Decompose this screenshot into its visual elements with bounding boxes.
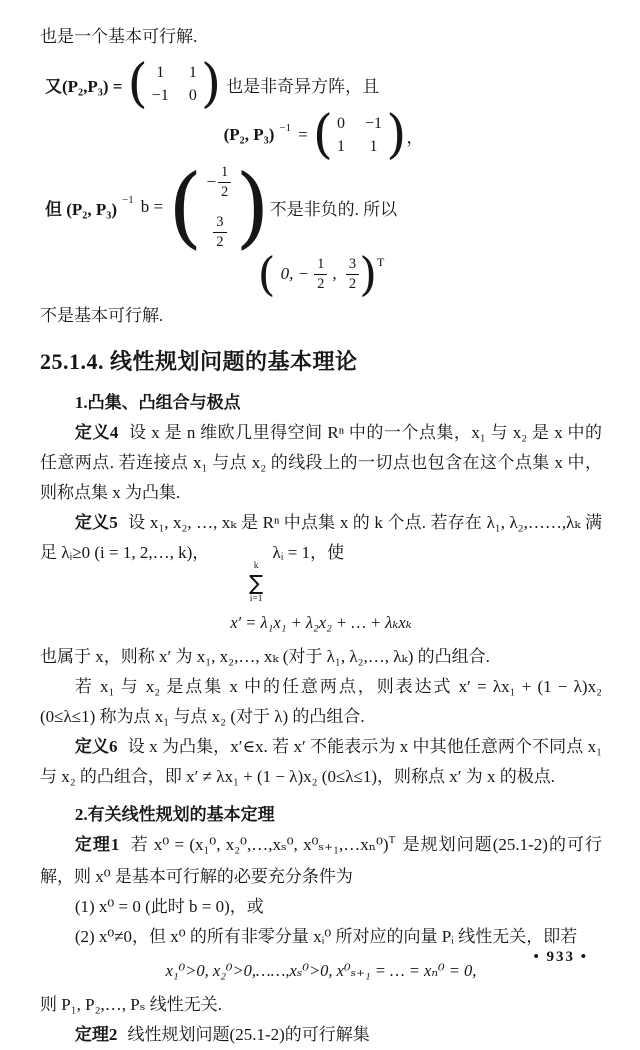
left-paren-icon: ( (168, 155, 203, 259)
right-paren-icon: ) (359, 247, 378, 302)
eq3-pre: 但 (P₂, P₃) (45, 199, 118, 219)
eq2-equals: = (298, 125, 308, 144)
theorem-1 (40, 830, 602, 892)
equation-inverse-matrix (40, 105, 602, 165)
eq2-base: (P₂, P₃) (223, 125, 275, 144)
matrix-cell: 1 (369, 138, 378, 155)
left-paren-icon: ( (257, 247, 276, 302)
condition-1: (1) x⁰ = 0 (此时 b = 0)，或 (74, 897, 264, 917)
subsection-2-title: 2.有关线性规划的基本定理 (74, 805, 275, 825)
summation-symbol (214, 562, 263, 604)
eq3-vector (168, 155, 270, 259)
sum-lower-limit: i=1 (249, 593, 263, 604)
fraction (218, 163, 231, 202)
definition-6-label: 定义6 (74, 737, 118, 757)
eq3-post: b = (140, 197, 164, 217)
definition-5-label: 定义5 (74, 513, 118, 533)
subsection-1-title: 1.凸集、凸组合与极点 (74, 393, 241, 413)
fraction-numerator: 1 (218, 163, 231, 183)
left-paren-icon: ( (312, 105, 334, 165)
fraction-denominator: 2 (216, 233, 224, 250)
theorem-1-body-post: 是规划问题(25.1-2)的可行解，则 x⁰ 是基本可行解的必要充分条件为 (40, 835, 602, 887)
eq4-separator: , (332, 264, 341, 284)
eq2-exponent: −1 (279, 122, 292, 134)
two-point-convex-combination: 若 x₁ 与 x₂ 是点集 x 中的任意两点，则表达式 x′ = λx₁ + (1 − λ)x₂ (0≤λ≤1) 称为点 x₁ 与点 x₂ (对于 λ) 的凸组合. (40, 677, 602, 727)
fraction (346, 255, 359, 294)
fraction (314, 255, 327, 294)
intro-line-bottom: 不是基本可行解. (40, 306, 164, 326)
matrix-cell: 0 (188, 87, 197, 104)
fraction-denominator: 2 (221, 183, 229, 200)
fraction-denominator: 2 (348, 275, 357, 292)
vector-entry (211, 213, 226, 252)
theorem-1-label: 定理1 (74, 835, 120, 855)
theorem-1-body-pre: 若 x⁰ = (x₁⁰, x₂⁰,…,xₛ⁰, x⁰ₛ₊₁,…xₙ⁰) (129, 835, 389, 855)
eq1-matrix (127, 54, 222, 114)
definition-5-body2: λᵢ = 1，使 (268, 543, 345, 563)
linear-independence-line: 则 P₁, P₂,…, Pₛ 线性无关. (40, 995, 222, 1015)
right-paren-icon: ) (235, 155, 270, 259)
right-paren-icon: ) (386, 105, 407, 165)
left-paren-icon: ( (127, 54, 148, 114)
fraction-denominator: 2 (317, 275, 325, 292)
eq4-text1: 0, − (280, 264, 310, 284)
eq3-rhs: 不是非负的. 所以 (269, 199, 398, 219)
eq2-matrix-cells (333, 113, 386, 157)
definition-6-body: 设 x 为凸集，x′∈x. 若 x′ 不能表示为 x 中其他任意两个不同点 x₁ 与 x₂ 的凸组合，即 x′ ≠ λx₁ + (1 − λ)x₂ (0≤λ≤1)，则称点 x′ 为 x 的极点. (40, 737, 603, 787)
fraction-numerator: 1 (314, 255, 327, 275)
convex-combination-formula: x′ = λ₁x₁ + λ₂x₂ + … + λₖxₖ (230, 613, 412, 633)
minus-sign: − (206, 172, 217, 192)
right-paren-icon: ) (200, 54, 222, 114)
theorem-2-label: 定理2 (74, 1025, 118, 1045)
eq1-lhs: 又(P₂,P₃) = (45, 76, 123, 96)
definition-6 (40, 732, 602, 792)
definition-4 (40, 418, 602, 508)
nonzero-components-formula: x₁⁰>0, x₂⁰>0,……,xₛ⁰>0, x⁰ₛ₊₁ = … = xₙ⁰ = 0, (165, 961, 477, 981)
fraction-numerator: 3 (346, 255, 359, 275)
condition-2: (2) x⁰≠0，但 x⁰ 的所有非零分量 xᵢ⁰ 所对应的向量 Pᵢ 线性无关，即若 (74, 927, 578, 947)
eq1-matrix-cells (148, 62, 201, 106)
equation-vector-b (40, 155, 602, 259)
eq3-exponent: −1 (122, 194, 134, 207)
transpose-superscript: T (377, 255, 385, 270)
theorem-2-body: 线性规划问题(25.1-2)的可行解集 (127, 1025, 370, 1045)
sigma-icon: ∑ (249, 570, 264, 595)
theorem-2 (40, 1020, 602, 1050)
definition-5-tail: 也属于 x，则称 x′ 为 x₁, x₂,…, xₖ (对于 λ₁, λ₂,…, λₖ) 的凸组合. (40, 647, 490, 667)
eq2-tail: ， (406, 127, 424, 147)
eq2-matrix (312, 105, 407, 165)
vector-entry (206, 163, 231, 202)
matrix-cell: 0 (337, 115, 346, 132)
matrix-cell: −1 (365, 115, 383, 132)
matrix-cell: −1 (151, 87, 169, 104)
equation-transpose-vector (40, 247, 602, 302)
page-number: • 933 • (533, 949, 588, 965)
definition-5 (40, 508, 602, 604)
equation-nonsingular-matrix (40, 54, 602, 114)
matrix-cell: 1 (188, 64, 197, 81)
eq1-rhs: 也是非奇异方阵，且 (226, 76, 380, 96)
definition-5-body1: 设 x₁, x₂, …, xₖ 是 Rⁿ 中点集 x 的 k 个点. 若存在 λ₁, λ₂,……,λₖ 满足 λᵢ≥0 (i = 1, 2,…, k)， (40, 513, 603, 563)
matrix-cell: 1 (156, 64, 165, 81)
section-heading: 25.1.4. 线性规划问题的基本理论 (40, 349, 358, 375)
sum-upper-limit: k (253, 561, 259, 572)
transpose-superscript: T (388, 834, 396, 847)
fraction (213, 213, 226, 252)
fraction-numerator: 3 (213, 213, 226, 233)
definition-4-label: 定义4 (74, 423, 119, 443)
intro-line-top: 也是一个基本可行解. (40, 27, 198, 46)
eq3-vector-cells (202, 163, 235, 251)
matrix-cell: 1 (337, 138, 346, 155)
definition-4-body: 设 x 是 n 维欧几里得空间 Rⁿ 中的一个点集，x₁ 与 x₂ 是 x 中的任意两点. 若连接点 x₁ 与点 x₂ 的线段上的一切点也包含在这个点集 x 中，则称点集 x 为凸集. (40, 423, 603, 503)
